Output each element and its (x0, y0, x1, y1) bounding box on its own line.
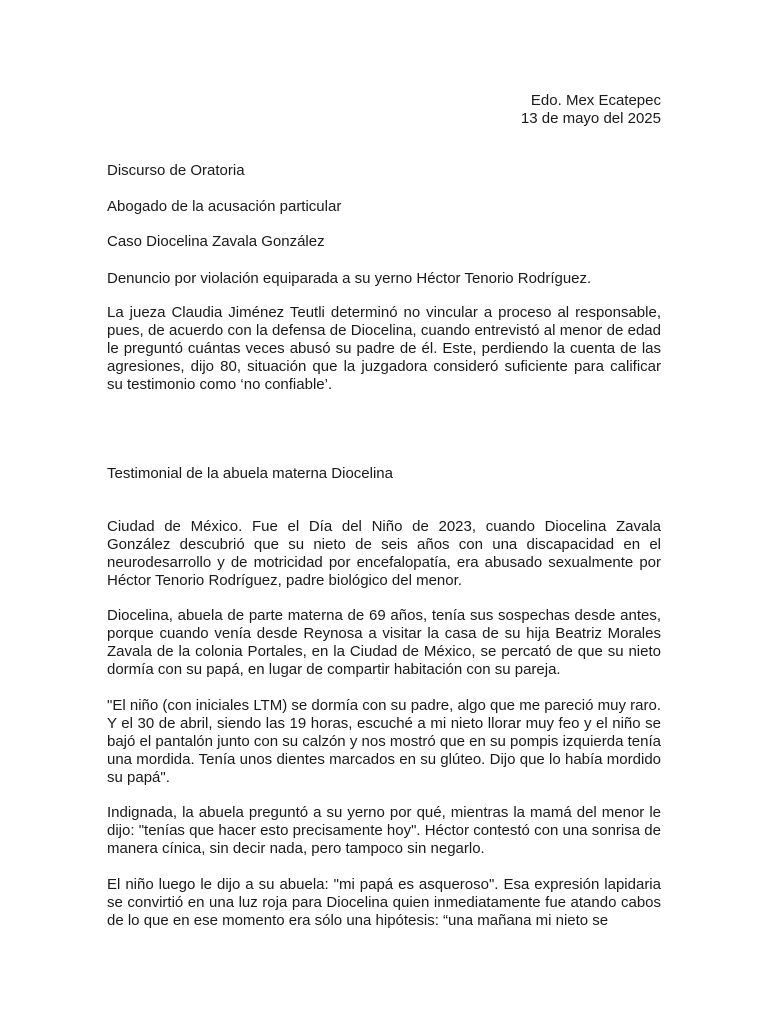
paragraph-indignation: Indignada, la abuela preguntó a su yerno por qué, mientras la mamá del menor le dijo: "tenías que hacer esto precisamente hoy". Héctor contestó con una sonrisa de manera cínica, sin decir nada, pero tampoco sin negarlo. (107, 804, 661, 857)
paragraph-child-statement: El niño luego le dijo a su abuela: "mi papá es asqueroso". Esa expresión lapidaria se convirtió en una luz roja para Diocelina quien inmediatamente fue atando cabos de lo que en ese momento era sólo una hipótesis: “una mañana mi nieto se (107, 876, 661, 929)
header-date: 13 de mayo del 2025 (520, 110, 661, 127)
paragraph-discovery: Ciudad de México. Fue el Día del Niño de 2023, cuando Diocelina Zavala González descubrió que su nieto de seis años con una discapacidad en el neurodesarrollo y de motricidad por encefalopatía, era abusado sexualmente por Héctor Tenorio Rodríguez, padre biológico del menor. (107, 518, 661, 589)
section-title: Testimonial de la abuela materna Diocelina (107, 465, 393, 482)
paragraph-judge: La jueza Claudia Jiménez Teutli determinó no vincular a proceso al responsable, pues, de acuerdo con la defensa de Diocelina, cuando entrevistó al menor de edad le preguntó cuántas veces abusó su padre de él. Este, perdiendo la cuenta de las agresiones, dijo 80, situación que la juzgadora consideró suficiente para calificar su testimonio como ‘no confiable’. (107, 304, 661, 393)
document-header (521, 92, 661, 128)
title-speech: Discurso de Oratoria (107, 162, 245, 179)
header-location: Edo. Mex Ecatepec (530, 92, 661, 109)
paragraph-testimony: "El niño (con iniciales LTM) se dormía con su padre, algo que me pareció muy raro. Y el 30 de abril, siendo las 19 horas, escuché a mi nieto llorar muy feo y el niño se bajó el pantalón junto con su calzón y nos mostró que en su pompis izquierda tenía una mordida. Tenía unos dientes marcados en su glúteo. Dijo que lo había mordido su papá". (107, 697, 661, 786)
title-role: Abogado de la acusación particular (107, 198, 342, 215)
paragraph-suspicion: Diocelina, abuela de parte materna de 69 años, tenía sus sospechas desde antes, porque cuando venía desde Reynosa a visitar la casa de su hija Beatriz Morales Zavala de la colonia Portales, en la Ciudad de México, se percató de que su nieto dormía con su papá, en lugar de compartir habitación con su pareja. (107, 607, 661, 678)
title-complaint: Denuncio por violación equiparada a su yerno Héctor Tenorio Rodríguez. (107, 270, 592, 287)
title-case: Caso Diocelina Zavala González (107, 233, 325, 250)
